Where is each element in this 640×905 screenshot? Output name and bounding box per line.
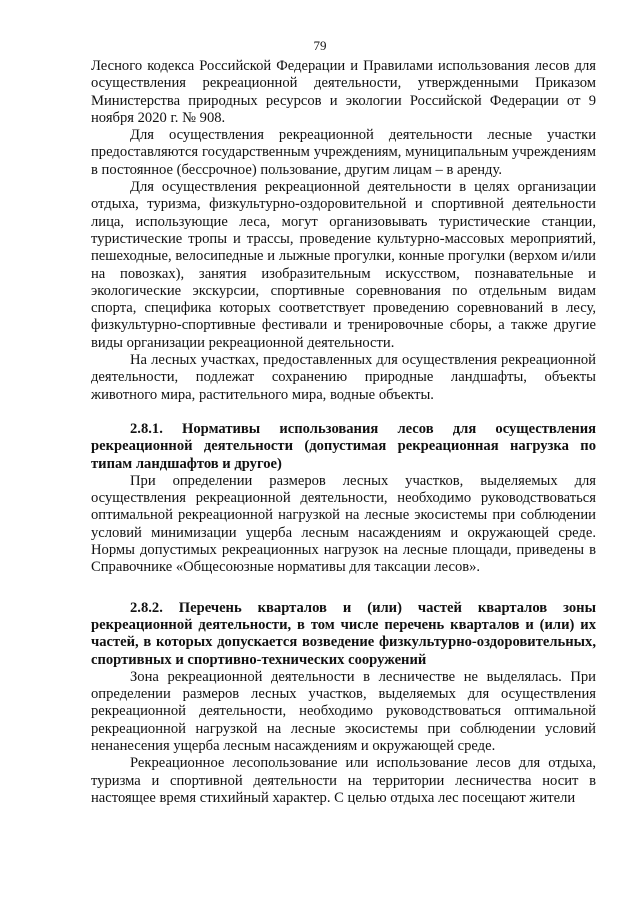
paragraph-preservation: На лесных участках, предоставленных для осуществления рекреационной деятельности, подлежат сохранению природные ландшафты, объекты животного мира, растительного мира, водные объекты. [91, 352, 596, 403]
paragraph-lease: Для осуществления рекреационной деятельности лесные участки предоставляются государственным учреждениям, муниципальным учреждениям в постоянное (бессрочное) пользование, другим лицам – в аренду. [91, 127, 596, 178]
section-heading-2-8-1: 2.8.1. Нормативы использования лесов для осуществления рекреационной деятельности (допустимая рекреационная нагрузка по типам ландшафтов и другое) [91, 420, 596, 472]
paragraph-norms: При определении размеров лесных участков, выделяемых для осуществления рекреационной деятельности, необходимо руководствоваться оптимальной рекреационной нагрузкой на лесные экосистемы при соблюдении условий минимизации ущерба лесным насаждениям и окружающей среде. Нормы допустимых рекреационных нагрузок на лесные площади, приведены в Справочнике «Общесоюзные нормативы для таксации лесов». [91, 472, 596, 576]
paragraph-continuation: Лесного кодекса Российской Федерации и Правилами использования лесов для осуществления рекреационной деятельности, утвержденными Приказом Министерства природных ресурсов и экологии Российской Федерации от 9 ноября 2020 г. № 908. [91, 58, 596, 126]
page-content [91, 58, 596, 807]
paragraph-activities: Для осуществления рекреационной деятельности в целях организации отдыха, туризма, физкультурно-оздоровительной и спортивной деятельности лица, использующие леса, могут организовывать туристические станции, туристические тропы и трассы, проведение культурно-массовых мероприятий, пешеходные, велосипедные и лыжные прогулки, конные прогулки (верхом и/или на повозках), занятия изобразительным искусством, познавательные и экологические экскурсии, спортивные соревнования по отдельным видам спорта, специфика которых соответствует проведению соревнований в лесу, физкультурно-спортивные фестивали и тренировочные сборы, а также другие виды организации рекреационной деятельности. [91, 179, 596, 351]
paragraph-zone: Зона рекреационной деятельности в лесничестве не выделялась. При определении размеров лесных участков, выделяемых для осуществления рекреационной деятельности, необходимо руководствоваться оптимальной рекреационной нагрузкой на лесные экосистемы при соблюдении условий ненанесения ущерба лесным насаждениям и окружающей среде. [91, 668, 596, 754]
section-heading-2-8-2: 2.8.2. Перечень кварталов и (или) частей кварталов зоны рекреационной деятельности, в том числе перечень кварталов и (или) их частей, в которых допускается возведение физкультурно-оздоровительных, спортивных и спортивно-технических сооружений [91, 599, 596, 668]
page-number: 79 [313, 38, 327, 53]
paragraph-recreational-use: Рекреационное лесопользование или использование лесов для отдыха, туризма и спортивной деятельности на территории лесничества носит в настоящее время стихийный характер. С целью отдыха лес посещают жители [91, 755, 596, 806]
